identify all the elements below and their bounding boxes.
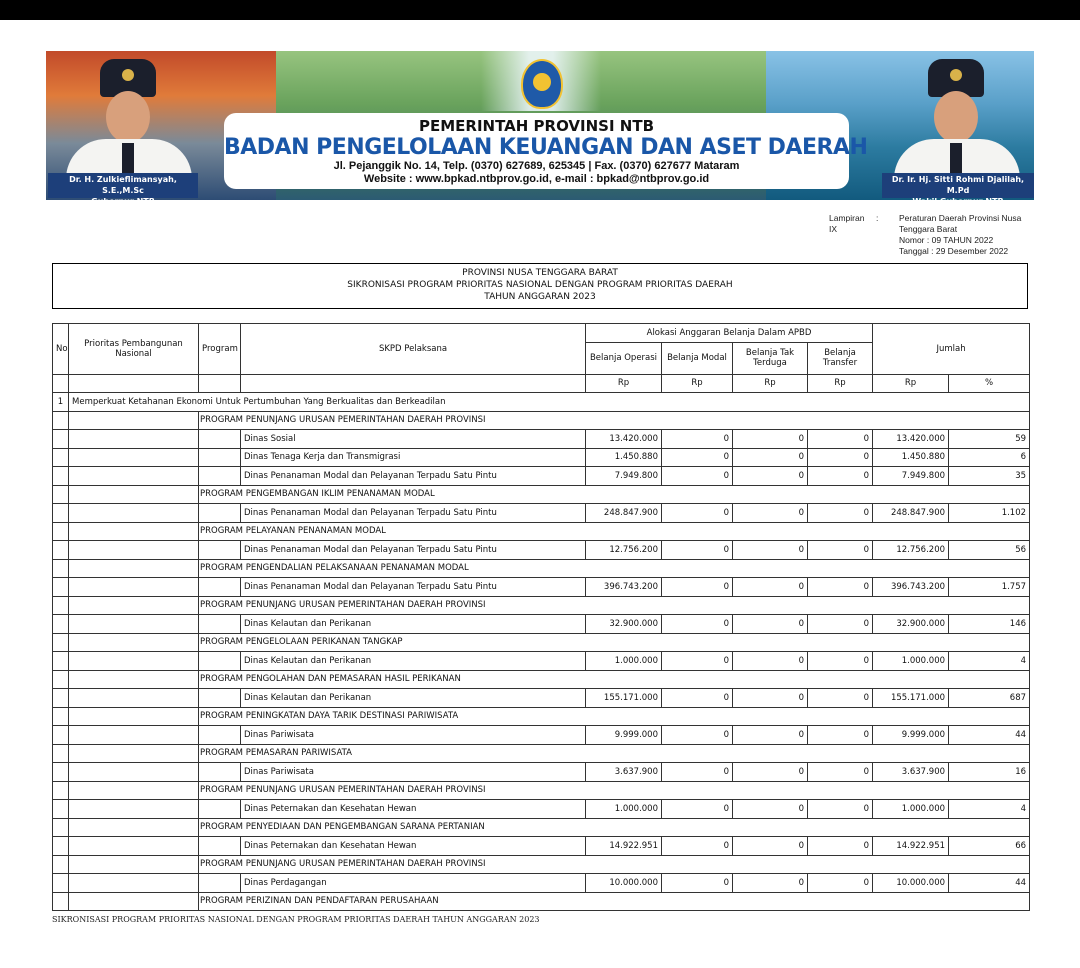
belanja-tak-terduga-value: 0 xyxy=(733,448,808,467)
empty-cell xyxy=(53,411,69,430)
empty-cell xyxy=(53,430,69,449)
belanja-tak-terduga-value: 0 xyxy=(733,800,808,819)
jumlah-value: 155.171.000 xyxy=(873,689,949,708)
jumlah-percent: 66 xyxy=(949,837,1030,856)
document-title-line1: PROVINSI NUSA TENGGARA BARAT xyxy=(462,268,618,278)
empty-cell xyxy=(199,578,241,597)
jumlah-percent: 35 xyxy=(949,467,1030,486)
empty-cell xyxy=(69,633,199,652)
empty-cell xyxy=(69,485,199,504)
belanja-tak-terduga-value: 0 xyxy=(733,467,808,486)
empty-cell xyxy=(199,689,241,708)
skpd-row xyxy=(53,874,1030,893)
empty-cell xyxy=(53,578,69,597)
header-rp: Rp xyxy=(662,374,733,393)
belanja-modal-value: 0 xyxy=(662,689,733,708)
header-no: No xyxy=(53,324,69,375)
empty-cell xyxy=(199,615,241,634)
empty-cell xyxy=(199,504,241,523)
program-row xyxy=(53,411,1030,430)
empty-cell xyxy=(53,559,69,578)
skpd-row xyxy=(53,689,1030,708)
budget-table xyxy=(52,323,1030,911)
empty-cell xyxy=(53,744,69,763)
top-black-bar xyxy=(0,0,1080,20)
document-title-line3: TAHUN ANGGARAN 2023 xyxy=(484,292,596,302)
jumlah-value: 3.637.900 xyxy=(873,763,949,782)
empty-cell xyxy=(69,689,199,708)
empty-cell xyxy=(199,874,241,893)
empty-cell xyxy=(199,800,241,819)
jumlah-percent: 16 xyxy=(949,763,1030,782)
empty-cell xyxy=(53,615,69,634)
skpd-name: Dinas Sosial xyxy=(241,430,586,449)
belanja-operasi-value: 3.637.900 xyxy=(586,763,662,782)
belanja-operasi-value: 248.847.900 xyxy=(586,504,662,523)
belanja-operasi-value: 9.999.000 xyxy=(586,726,662,745)
belanja-tak-terduga-value: 0 xyxy=(733,430,808,449)
header-alokasi: Alokasi Anggaran Belanja Dalam APBD xyxy=(586,324,873,343)
empty-cell xyxy=(199,652,241,671)
attachment-line: Tenggara Barat xyxy=(899,224,958,234)
empty-cell xyxy=(199,541,241,560)
attachment-line: Peraturan Daerah Provinsi Nusa xyxy=(899,213,1022,223)
empty-cell xyxy=(53,448,69,467)
empty-cell xyxy=(53,837,69,856)
empty-cell xyxy=(69,707,199,726)
skpd-name: Dinas Penanaman Modal dan Pelayanan Terpadu Satu Pintu xyxy=(241,541,586,560)
belanja-modal-value: 0 xyxy=(662,874,733,893)
skpd-row xyxy=(53,448,1030,467)
jumlah-value: 1.450.880 xyxy=(873,448,949,467)
belanja-operasi-value: 32.900.000 xyxy=(586,615,662,634)
jumlah-value: 1.000.000 xyxy=(873,652,949,671)
jumlah-value: 10.000.000 xyxy=(873,874,949,893)
belanja-tak-terduga-value: 0 xyxy=(733,615,808,634)
belanja-tak-terduga-value: 0 xyxy=(733,689,808,708)
header-banner xyxy=(46,51,1034,206)
jumlah-value: 13.420.000 xyxy=(873,430,949,449)
empty-cell xyxy=(53,522,69,541)
program-name: PROGRAM PENUNJANG URUSAN PEMERINTAHAN DAERAH PROVINSI xyxy=(199,596,1030,615)
skpd-name: Dinas Pariwisata xyxy=(241,763,586,782)
empty-cell xyxy=(53,670,69,689)
belanja-operasi-value: 12.756.200 xyxy=(586,541,662,560)
belanja-transfer-value: 0 xyxy=(808,541,873,560)
skpd-row xyxy=(53,652,1030,671)
program-name: PROGRAM PENUNJANG URUSAN PEMERINTAHAN DAERAH PROVINSI xyxy=(199,411,1030,430)
belanja-transfer-value: 0 xyxy=(808,652,873,671)
belanja-operasi-value: 396.743.200 xyxy=(586,578,662,597)
skpd-row xyxy=(53,726,1030,745)
skpd-row xyxy=(53,504,1030,523)
empty-cell xyxy=(199,763,241,782)
program-name: PROGRAM PENGELOLAAN PERIKANAN TANGKAP xyxy=(199,633,1030,652)
section-number: 1 xyxy=(53,393,69,412)
belanja-transfer-value: 0 xyxy=(808,874,873,893)
header-rp: Rp xyxy=(873,374,949,393)
empty-cell xyxy=(53,726,69,745)
empty-cell xyxy=(69,448,199,467)
jumlah-percent: 56 xyxy=(949,541,1030,560)
empty-cell xyxy=(69,430,199,449)
empty-cell xyxy=(69,596,199,615)
empty-cell xyxy=(53,485,69,504)
skpd-row xyxy=(53,430,1030,449)
governor-role: Gubernur NTB xyxy=(91,197,155,206)
empty-cell xyxy=(53,763,69,782)
belanja-tak-terduga-value: 0 xyxy=(733,504,808,523)
skpd-name: Dinas Peternakan dan Kesehatan Hewan xyxy=(241,837,586,856)
empty-cell xyxy=(53,892,69,911)
jumlah-percent: 59 xyxy=(949,430,1030,449)
jumlah-value: 14.922.951 xyxy=(873,837,949,856)
skpd-name: Dinas Penanaman Modal dan Pelayanan Terpadu Satu Pintu xyxy=(241,578,586,597)
program-name: PROGRAM PENGEMBANGAN IKLIM PENANAMAN MODAL xyxy=(199,485,1030,504)
empty-cell xyxy=(69,467,199,486)
belanja-modal-value: 0 xyxy=(662,763,733,782)
program-name: PROGRAM PEMASARAN PARIWISATA xyxy=(199,744,1030,763)
header-belanja-transfer: Belanja Transfer xyxy=(808,342,873,374)
header-rp: Rp xyxy=(733,374,808,393)
jumlah-value: 32.900.000 xyxy=(873,615,949,634)
jumlah-value: 7.949.800 xyxy=(873,467,949,486)
skpd-row xyxy=(53,467,1030,486)
program-row xyxy=(53,892,1030,911)
skpd-name: Dinas Pariwisata xyxy=(241,726,586,745)
belanja-operasi-value: 10.000.000 xyxy=(586,874,662,893)
empty-cell xyxy=(69,652,199,671)
empty-cell xyxy=(69,522,199,541)
program-name: PROGRAM PENGENDALIAN PELAKSANAAN PENANAMAN MODAL xyxy=(199,559,1030,578)
program-row xyxy=(53,559,1030,578)
empty-cell xyxy=(53,504,69,523)
empty-cell xyxy=(69,670,199,689)
vice-governor-photo xyxy=(882,51,1032,183)
belanja-tak-terduga-value: 0 xyxy=(733,541,808,560)
skpd-name: Dinas Penanaman Modal dan Pelayanan Terpadu Satu Pintu xyxy=(241,504,586,523)
empty-cell xyxy=(199,467,241,486)
empty-cell xyxy=(53,800,69,819)
skpd-name: Dinas Kelautan dan Perikanan xyxy=(241,652,586,671)
empty-cell xyxy=(53,467,69,486)
attachment-line: Tanggal : 29 Desember 2022 xyxy=(899,246,1009,256)
governor-caption xyxy=(48,173,198,206)
belanja-modal-value: 0 xyxy=(662,504,733,523)
skpd-name: Dinas Tenaga Kerja dan Transmigrasi xyxy=(241,448,586,467)
jumlah-value: 12.756.200 xyxy=(873,541,949,560)
belanja-operasi-value: 7.949.800 xyxy=(586,467,662,486)
table-body xyxy=(53,393,1030,911)
empty-cell xyxy=(69,892,199,911)
belanja-transfer-value: 0 xyxy=(808,800,873,819)
empty-cell xyxy=(69,763,199,782)
belanja-modal-value: 0 xyxy=(662,467,733,486)
empty-cell xyxy=(69,578,199,597)
jumlah-percent: 44 xyxy=(949,874,1030,893)
belanja-transfer-value: 0 xyxy=(808,837,873,856)
program-name: PROGRAM PENUNJANG URUSAN PEMERINTAHAN DAERAH PROVINSI xyxy=(199,855,1030,874)
program-row xyxy=(53,855,1030,874)
header-blank xyxy=(199,374,241,393)
empty-cell xyxy=(53,689,69,708)
belanja-tak-terduga-value: 0 xyxy=(733,763,808,782)
belanja-operasi-value: 1.450.880 xyxy=(586,448,662,467)
empty-cell xyxy=(53,781,69,800)
program-row xyxy=(53,818,1030,837)
page-footer: SIKRONISASI PROGRAM PRIORITAS NASIONAL DENGAN PROGRAM PRIORITAS DAERAH TAHUN ANGGARAN 2023 xyxy=(52,915,540,924)
program-row xyxy=(53,781,1030,800)
belanja-transfer-value: 0 xyxy=(808,448,873,467)
belanja-tak-terduga-value: 0 xyxy=(733,874,808,893)
belanja-transfer-value: 0 xyxy=(808,726,873,745)
empty-cell xyxy=(69,504,199,523)
belanja-operasi-value: 1.000.000 xyxy=(586,652,662,671)
belanja-operasi-value: 155.171.000 xyxy=(586,689,662,708)
program-name: PROGRAM PERIZINAN DAN PENDAFTARAN PERUSAHAAN xyxy=(199,892,1030,911)
belanja-transfer-value: 0 xyxy=(808,578,873,597)
empty-cell xyxy=(69,411,199,430)
belanja-modal-value: 0 xyxy=(662,837,733,856)
empty-cell xyxy=(199,726,241,745)
program-row xyxy=(53,744,1030,763)
belanja-transfer-value: 0 xyxy=(808,430,873,449)
jumlah-percent: 146 xyxy=(949,615,1030,634)
program-name: PROGRAM PENYEDIAAN DAN PENGEMBANGAN SARANA PERTANIAN xyxy=(199,818,1030,837)
jumlah-value: 9.999.000 xyxy=(873,726,949,745)
program-row xyxy=(53,670,1030,689)
agency-title-box xyxy=(224,113,868,189)
belanja-modal-value: 0 xyxy=(662,541,733,560)
program-row xyxy=(53,596,1030,615)
attachment-line: Nomor : 09 TAHUN 2022 xyxy=(899,235,994,245)
header-pct: % xyxy=(949,374,1030,393)
program-row xyxy=(53,485,1030,504)
governor-photo xyxy=(54,51,204,183)
empty-cell xyxy=(69,818,199,837)
jumlah-percent: 1.102 xyxy=(949,504,1030,523)
header-jumlah: Jumlah xyxy=(873,324,1030,375)
belanja-transfer-value: 0 xyxy=(808,689,873,708)
jumlah-percent: 1.757 xyxy=(949,578,1030,597)
program-row xyxy=(53,707,1030,726)
belanja-modal-value: 0 xyxy=(662,578,733,597)
skpd-row xyxy=(53,800,1030,819)
program-name: PROGRAM PELAYANAN PENANAMAN MODAL xyxy=(199,522,1030,541)
program-row xyxy=(53,522,1030,541)
belanja-tak-terduga-value: 0 xyxy=(733,578,808,597)
empty-cell xyxy=(53,652,69,671)
jumlah-value: 396.743.200 xyxy=(873,578,949,597)
belanja-tak-terduga-value: 0 xyxy=(733,726,808,745)
empty-cell xyxy=(69,837,199,856)
header-belanja-operasi: Belanja Operasi xyxy=(586,342,662,374)
empty-cell xyxy=(69,781,199,800)
document-title-line2: SIKRONISASI PROGRAM PRIORITAS NASIONAL DENGAN PROGRAM PRIORITAS DAERAH xyxy=(347,280,733,290)
header-blank xyxy=(53,374,69,393)
section-title: Memperkuat Ketahanan Ekonomi Untuk Pertumbuhan Yang Berkualitas dan Berkeadilan xyxy=(69,393,1030,412)
belanja-transfer-value: 0 xyxy=(808,615,873,634)
belanja-modal-value: 0 xyxy=(662,726,733,745)
empty-cell xyxy=(53,874,69,893)
agency-contact: Website : www.bpkad.ntbprov.go.id, e-mail : bpkad@ntbprov.go.id xyxy=(363,173,710,185)
vice-governor-name: Dr. Ir. Hj. Sitti Rohmi Djalilah, M.Pd xyxy=(891,175,1025,195)
skpd-row xyxy=(53,837,1030,856)
header-program: Program xyxy=(199,324,241,375)
belanja-operasi-value: 14.922.951 xyxy=(586,837,662,856)
header-rp: Rp xyxy=(808,374,873,393)
jumlah-percent: 6 xyxy=(949,448,1030,467)
governor-name: Dr. H. Zulkieflimansyah, S.E.,M.Sc xyxy=(69,175,177,195)
vice-governor-role: Wakil Gubernur NTB xyxy=(912,197,1004,206)
jumlah-percent: 4 xyxy=(949,652,1030,671)
header-skpd: SKPD Pelaksana xyxy=(241,324,586,375)
empty-cell xyxy=(69,800,199,819)
header-blank xyxy=(69,374,199,393)
skpd-name: Dinas Kelautan dan Perikanan xyxy=(241,689,586,708)
belanja-transfer-value: 0 xyxy=(808,467,873,486)
belanja-tak-terduga-value: 0 xyxy=(733,837,808,856)
belanja-operasi-value: 1.000.000 xyxy=(586,800,662,819)
jumlah-value: 248.847.900 xyxy=(873,504,949,523)
empty-cell xyxy=(69,874,199,893)
skpd-name: Dinas Penanaman Modal dan Pelayanan Terpadu Satu Pintu xyxy=(241,467,586,486)
header-prioritas: Prioritas Pembangunan Nasional xyxy=(69,324,199,375)
skpd-row xyxy=(53,541,1030,560)
skpd-row xyxy=(53,578,1030,597)
skpd-name: Dinas Perdagangan xyxy=(241,874,586,893)
vice-governor-caption xyxy=(882,173,1034,206)
belanja-modal-value: 0 xyxy=(662,800,733,819)
belanja-operasi-value: 13.420.000 xyxy=(586,430,662,449)
jumlah-percent: 44 xyxy=(949,726,1030,745)
program-name: PROGRAM PENINGKATAN DAYA TARIK DESTINASI PARIWISATA xyxy=(199,707,1030,726)
empty-cell xyxy=(53,596,69,615)
jumlah-percent: 687 xyxy=(949,689,1030,708)
empty-cell xyxy=(199,430,241,449)
empty-cell xyxy=(69,559,199,578)
empty-cell xyxy=(53,818,69,837)
program-name: PROGRAM PENGOLAHAN DAN PEMASARAN HASIL PERIKANAN xyxy=(199,670,1030,689)
empty-cell xyxy=(53,855,69,874)
agency-name: BADAN PENGELOLAAN KEUANGAN DAN ASET DAERAH xyxy=(224,135,868,160)
empty-cell xyxy=(69,744,199,763)
skpd-row xyxy=(53,615,1030,634)
skpd-name: Dinas Kelautan dan Perikanan xyxy=(241,615,586,634)
jumlah-percent: 4 xyxy=(949,800,1030,819)
header-belanja-tak-terduga: Belanja Tak Terduga xyxy=(733,342,808,374)
belanja-transfer-value: 0 xyxy=(808,763,873,782)
skpd-name: Dinas Peternakan dan Kesehatan Hewan xyxy=(241,800,586,819)
header-belanja-modal: Belanja Modal xyxy=(662,342,733,374)
skpd-row xyxy=(53,763,1030,782)
belanja-modal-value: 0 xyxy=(662,430,733,449)
empty-cell xyxy=(69,615,199,634)
ntb-emblem-icon xyxy=(521,59,563,109)
empty-cell xyxy=(69,855,199,874)
header-blank xyxy=(241,374,586,393)
belanja-transfer-value: 0 xyxy=(808,504,873,523)
empty-cell xyxy=(53,707,69,726)
belanja-tak-terduga-value: 0 xyxy=(733,652,808,671)
agency-address: Jl. Pejanggik No. 14, Telp. (0370) 627689, 625345 | Fax. (0370) 627677 Mataram xyxy=(333,160,740,172)
attachment-label: Lampiran IX xyxy=(829,213,865,234)
belanja-modal-value: 0 xyxy=(662,615,733,634)
empty-cell xyxy=(69,541,199,560)
empty-cell xyxy=(53,633,69,652)
attachment-colon: : xyxy=(876,213,879,223)
program-name: PROGRAM PENUNJANG URUSAN PEMERINTAHAN DAERAH PROVINSI xyxy=(199,781,1030,800)
empty-cell xyxy=(199,837,241,856)
section-row xyxy=(53,393,1030,412)
government-title: PEMERINTAH PROVINSI NTB xyxy=(418,117,654,135)
belanja-modal-value: 0 xyxy=(662,448,733,467)
jumlah-value: 1.000.000 xyxy=(873,800,949,819)
document-title xyxy=(52,263,1028,309)
empty-cell xyxy=(69,726,199,745)
belanja-modal-value: 0 xyxy=(662,652,733,671)
empty-cell xyxy=(199,448,241,467)
empty-cell xyxy=(53,541,69,560)
program-row xyxy=(53,633,1030,652)
header-rp: Rp xyxy=(586,374,662,393)
